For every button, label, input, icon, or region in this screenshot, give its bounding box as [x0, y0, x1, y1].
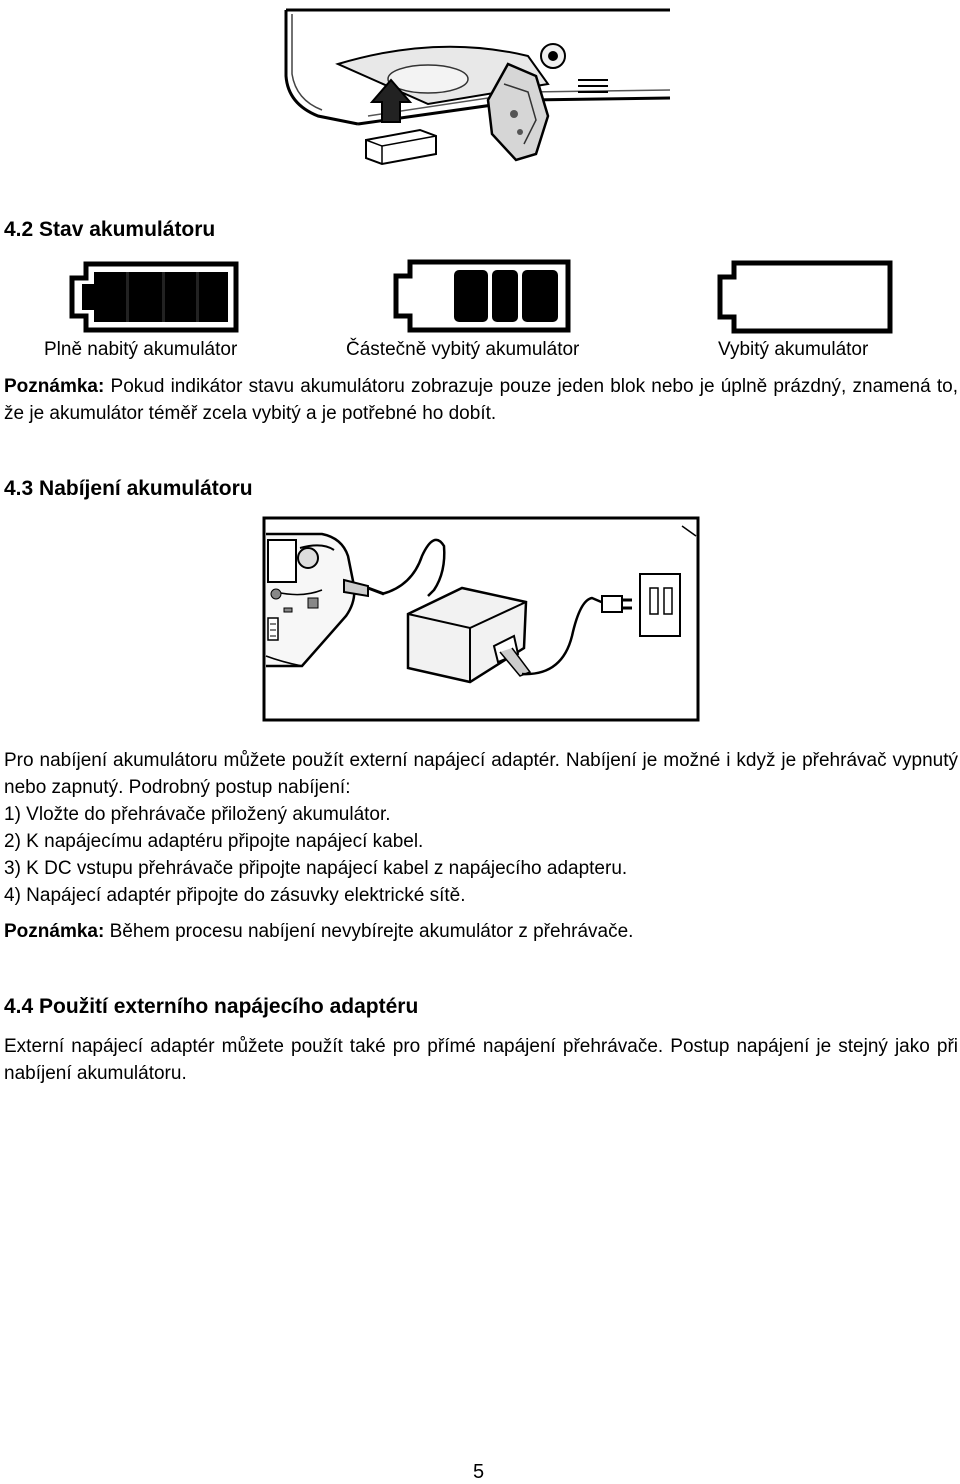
caption-full-battery: Plně nabitý akumulátor	[44, 339, 238, 360]
section-heading-external-adapter	[4, 995, 418, 1019]
battery-icon-partial	[392, 258, 572, 334]
charging-illustration	[262, 516, 700, 722]
section-number: 4.4	[4, 995, 34, 1018]
page-number: 5	[473, 1461, 485, 1483]
caption-empty-battery: Vybitý akumulátor	[718, 339, 869, 360]
section-title: Použití externího napájecího adaptéru	[39, 995, 419, 1018]
list-item: 4) Napájecí adaptér připojte do zásuvky elektrické sítě.	[4, 885, 466, 906]
list-item: 3) K DC vstupu přehrávače připojte napájecí kabel z napájecího adapteru.	[4, 858, 628, 879]
list-item: 1) Vložte do přehrávače přiložený akumulátor.	[4, 804, 391, 825]
battery-insertion-illustration	[278, 4, 676, 166]
battery-status-note	[4, 373, 958, 427]
list-item: 2) K napájecímu adaptéru připojte napájecí kabel.	[4, 831, 424, 852]
section-number: 4.2	[4, 218, 34, 241]
battery-icon-empty	[716, 259, 896, 335]
note-label: Poznámka:	[4, 921, 105, 942]
section-title: Stav akumulátoru	[39, 218, 216, 241]
external-adapter-text: Externí napájecí adaptér můžete použít také pro přímé napájení přehrávače. Postup napájení je stejný jako při nabíjení akumulátoru.	[4, 1036, 958, 1084]
caption-partial-battery: Částečně vybitý akumulátor	[346, 339, 580, 360]
note-text: Pokud indikátor stavu akumulátoru zobrazuje pouze jeden blok nebo je úplně prázdný, znamená to, že je akumulátor téměř zcela vybitý a je potřebné ho dobít.	[4, 376, 958, 424]
charging-note	[4, 918, 633, 945]
battery-icon-full	[68, 260, 240, 334]
section-heading-battery-status	[4, 218, 215, 242]
note-label: Poznámka:	[4, 376, 105, 397]
note-text: Během procesu nabíjení nevybírejte akumulátor z přehrávače.	[109, 921, 634, 942]
charging-intro: Pro nabíjení akumulátoru můžete použít externí napájecí adaptér. Nabíjení je možné i když je přehrávač vypnutý nebo zapnutý. Podrobný postup nabíjení:	[4, 750, 958, 798]
section-number: 4.3	[4, 477, 34, 500]
section-title: Nabíjení akumulátoru	[39, 477, 253, 500]
section-heading-charging	[4, 477, 253, 501]
